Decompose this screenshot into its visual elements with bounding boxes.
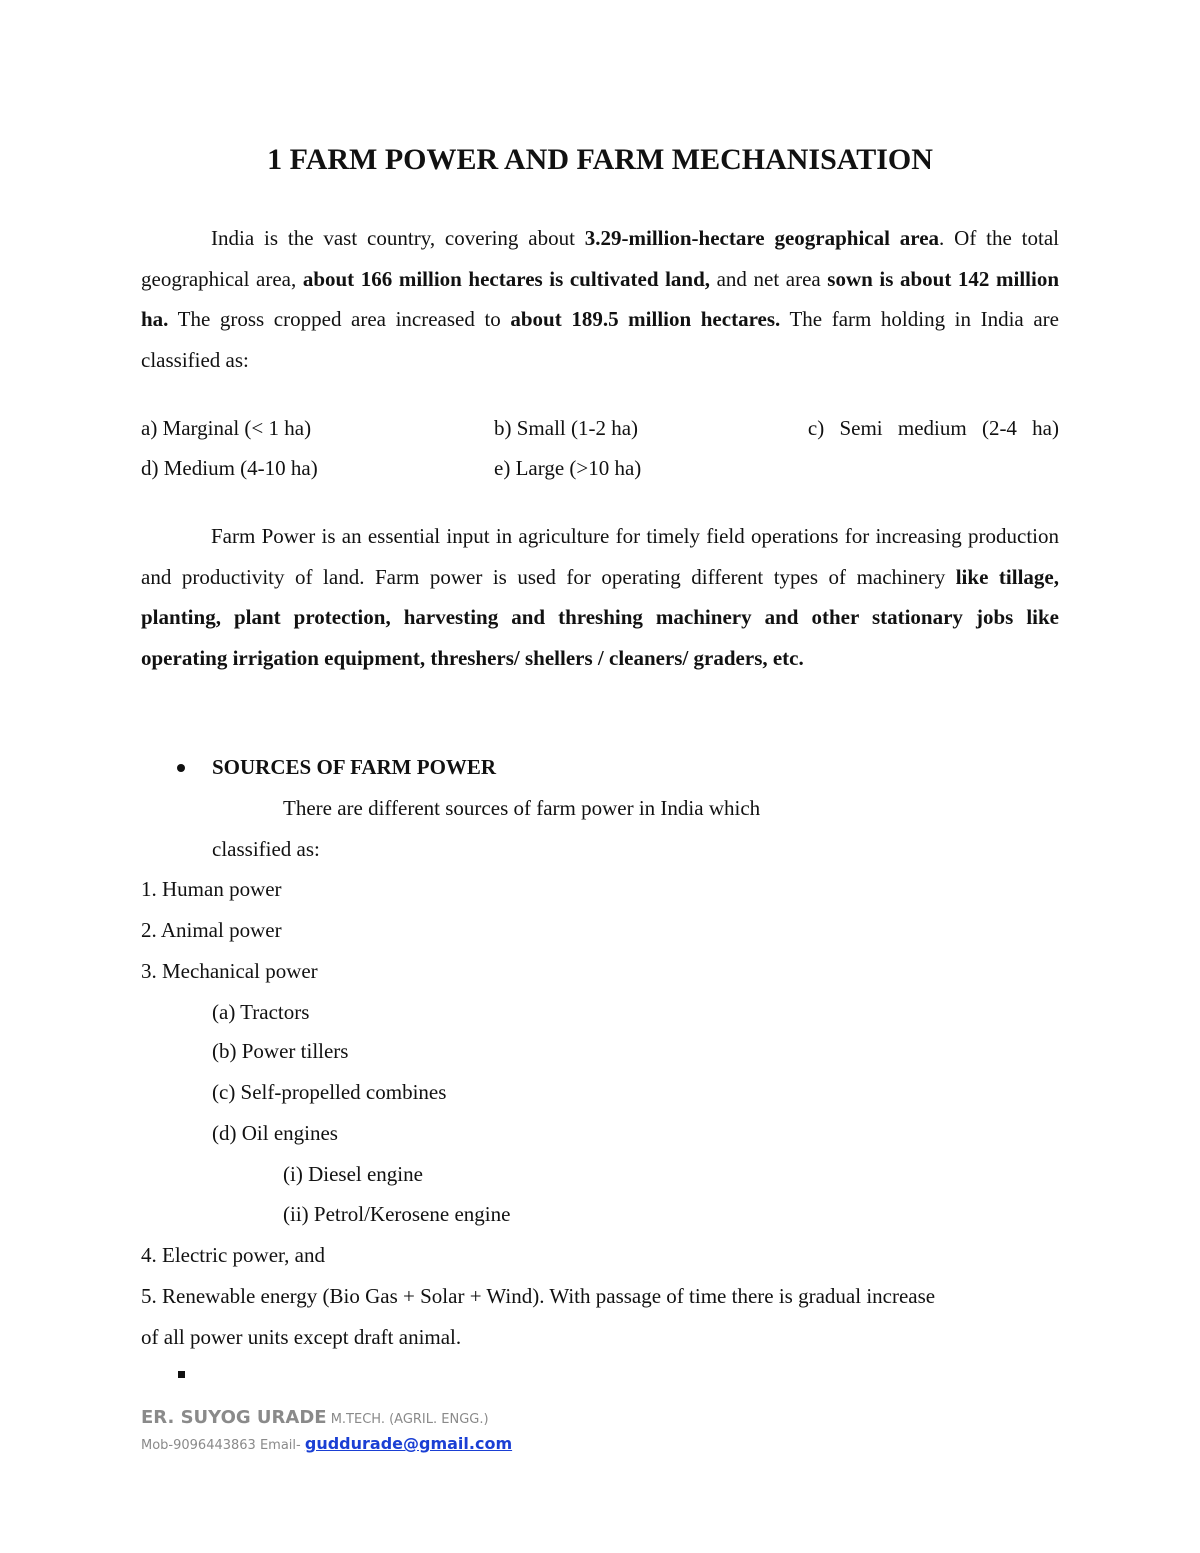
holding-large: e) Large (>10 ha) — [494, 456, 642, 480]
square-bullet-icon — [178, 1371, 185, 1378]
list-item: 2. Animal power — [141, 918, 282, 942]
list-item: (b) Power tillers — [212, 1039, 349, 1063]
holding-medium: d) Medium (4-10 ha) — [141, 456, 318, 480]
intro-text-4: The gross cropped area increased to — [168, 307, 511, 331]
intro-bold-4: about 189.5 million hectares. — [510, 307, 781, 331]
intro-text-1: India is the vast country, covering about — [211, 226, 585, 250]
farm-power-bold: like tillage, planting, plant protection, harvesting and threshing machinery and other stationary jobs like operating irrigation equipment, threshers/ shellers / cleaners/ graders, etc. — [141, 564, 1059, 670]
list-item: 1. Human power — [141, 877, 282, 901]
list-item: (ii) Petrol/Kerosene engine — [283, 1202, 511, 1226]
sources-intro-line-2: classified as: — [212, 837, 320, 861]
list-item: (d) Oil engines — [212, 1121, 338, 1145]
holding-marginal: a) Marginal (< 1 ha) — [141, 416, 312, 440]
intro-paragraph — [141, 218, 1059, 380]
list-item: 3. Mechanical power — [141, 959, 318, 983]
footer-author — [141, 1407, 489, 1428]
list-item: (c) Self-propelled combines — [212, 1080, 447, 1104]
list-item: 5. Renewable energy (Bio Gas + Solar + Wind). With passage of time there is gradual increase — [141, 1284, 936, 1308]
farm-power-paragraph — [141, 516, 1059, 678]
contact-text: Mob-9096443863 Email- — [141, 1438, 305, 1453]
footer-contact — [141, 1434, 512, 1453]
holding-semi-medium: c) Semi medium (2-4 ha) — [807, 416, 1059, 440]
list-item: (a) Tractors — [212, 1000, 310, 1024]
list-item: (i) Diesel engine — [283, 1162, 423, 1186]
list-item: 4. Electric power, and — [141, 1243, 325, 1267]
bullet-icon — [177, 764, 185, 772]
intro-bold-2: about 166 million hectares is cultivated land, — [302, 266, 711, 291]
intro-bold-3: sown is about 142 million ha. — [141, 266, 1060, 331]
farm-power-text: Farm Power is an essential input in agriculture for timely field operations for increasing production and productivity of land. Farm power is used for operating different types of machinery — [141, 524, 1059, 589]
page-title: 1 FARM POWER AND FARM MECHANISATION — [267, 143, 933, 176]
intro-text-2: . Of the total geographical area, — [141, 226, 1059, 291]
holding-small: b) Small (1-2 ha) — [494, 416, 639, 440]
author-name: ER. SUYOG URADE — [141, 1407, 327, 1428]
list-item: of all power units except draft animal. — [141, 1325, 462, 1349]
sources-intro-line-1: There are different sources of farm power in India which — [283, 796, 761, 820]
holding-row-1 — [141, 408, 1059, 448]
intro-text-5: The farm holding in India are classified as: — [141, 307, 1059, 372]
sources-heading: SOURCES OF FARM POWER — [212, 755, 497, 779]
author-degree: M.TECH. (AGRIL. ENGG.) — [326, 1412, 489, 1427]
email-link[interactable]: guddurade@gmail.com — [304, 1434, 513, 1453]
intro-text-3: and net area — [710, 266, 828, 291]
intro-bold-1: 3.29-million-hectare geographical area — [584, 226, 940, 250]
holding-row-2 — [141, 448, 1059, 488]
